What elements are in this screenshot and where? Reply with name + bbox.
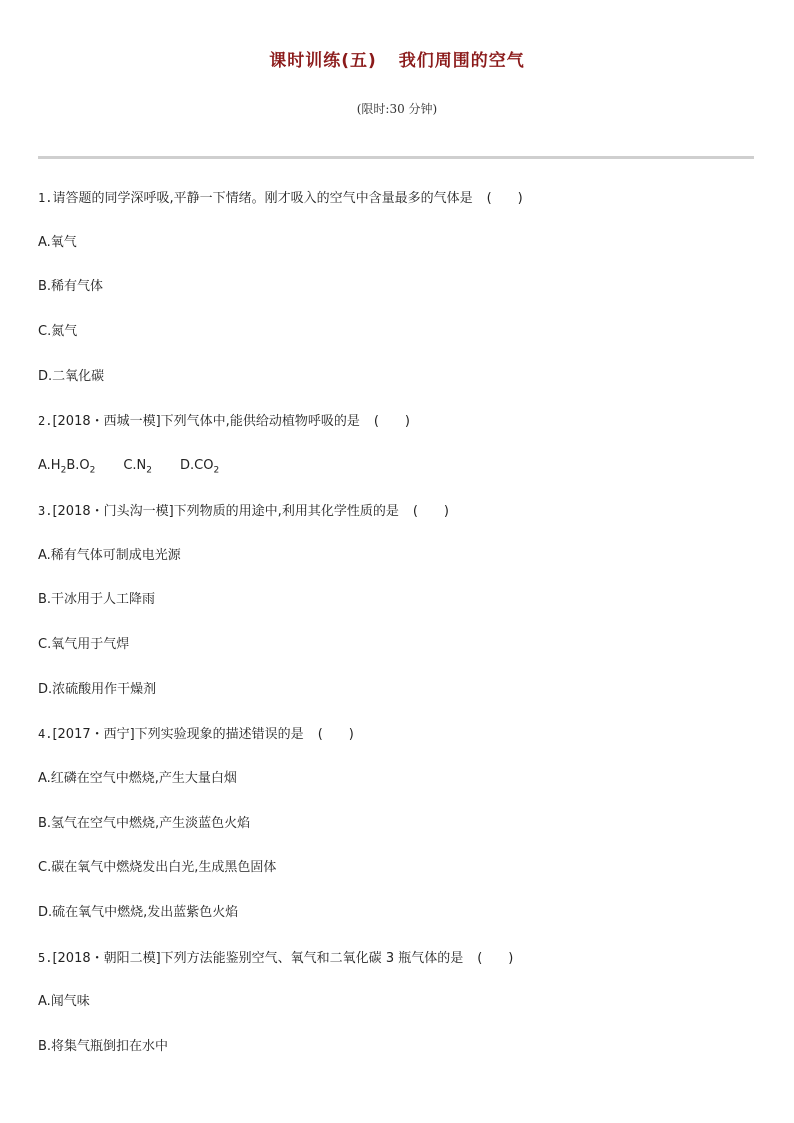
- question-2-option-d: [180, 454, 219, 483]
- question-1-option-d: D.二氧化碳: [38, 368, 105, 384]
- question-3-stem: [38, 499, 754, 544]
- answer-blank: ( ): [477, 950, 514, 966]
- question-text: [2017・西宁]下列实验现象的描述错误的是: [52, 727, 304, 743]
- option-text: B.O: [66, 458, 90, 474]
- subscript: 2: [60, 465, 67, 476]
- question-text: [2018・门头沟一模]下列物质的用途中,利用其化学性质的是: [52, 503, 399, 519]
- question-4-option-a: A.红磷在空气中燃烧,产生大量白烟: [38, 770, 237, 786]
- question-4-option-c: C.碳在氧气中燃烧发出白光,生成黑色固体: [38, 860, 277, 876]
- question-5-stem: [38, 946, 754, 991]
- answer-blank: ( ): [412, 503, 449, 519]
- answer-blank: ( ): [317, 727, 354, 743]
- question-2-option-ab: [38, 454, 95, 483]
- option-text: D.CO: [180, 458, 214, 474]
- subscript: 2: [213, 465, 220, 476]
- question-text: [2018・西城一模]下列气体中,能供给动植物呼吸的是: [52, 414, 360, 430]
- question-1-option-c: C.氮气: [38, 324, 78, 340]
- question-number: 2.: [38, 414, 53, 429]
- question-5-option-b: B.将集气瓶倒扣在水中: [38, 1039, 169, 1055]
- question-2-option-c: [123, 454, 152, 483]
- page-title: [0, 46, 794, 71]
- question-5-option-a: A.闻气味: [38, 994, 90, 1010]
- answer-blank: ( ): [373, 414, 410, 430]
- question-3-option-b: B.干冰用于人工降雨: [38, 592, 156, 608]
- question-2-stem: [38, 409, 754, 454]
- question-4-option-b: B.氢气在空气中燃烧,产生淡蓝色火焰: [38, 815, 251, 831]
- question-list: [38, 186, 754, 1080]
- question-number: 4.: [38, 727, 53, 742]
- question-number: 1.: [38, 191, 53, 205]
- answer-blank: ( ): [486, 191, 523, 206]
- subscript: 2: [146, 465, 153, 476]
- question-1-stem: [38, 186, 754, 231]
- subscript: 2: [89, 465, 96, 476]
- option-text: C.N: [123, 458, 147, 474]
- question-text: 请答题的同学深呼吸,平静一下情绪。刚才吸入的空气中含量最多的气体是: [52, 191, 473, 206]
- question-1-option-a: A.氧气: [38, 234, 77, 250]
- question-1-option-b: B.稀有气体: [38, 279, 104, 295]
- question-3-option-d: D.浓硫酸用作干燥剂: [38, 681, 157, 697]
- header-divider: [38, 156, 754, 159]
- question-number: 3.: [38, 503, 53, 518]
- option-text: A.H: [38, 458, 61, 474]
- title-topic: 我们周围的空气: [398, 51, 525, 71]
- question-3-option-c: C.氧气用于气焊: [38, 636, 130, 652]
- question-text: [2018・朝阳二模]下列方法能鉴别空气、氧气和二氧化碳 3 瓶气体的是: [52, 950, 464, 966]
- question-4-option-d: D.硫在氧气中燃烧,发出蓝紫色火焰: [38, 905, 239, 920]
- question-number: 5.: [38, 950, 53, 965]
- question-4-stem: [38, 722, 754, 767]
- time-limit: (限时:30 分钟): [356, 102, 438, 116]
- title-lesson: 课时训练(五): [269, 51, 377, 71]
- question-2-options: [38, 454, 754, 499]
- question-3-option-a: A.稀有气体可制成电光源: [38, 547, 181, 563]
